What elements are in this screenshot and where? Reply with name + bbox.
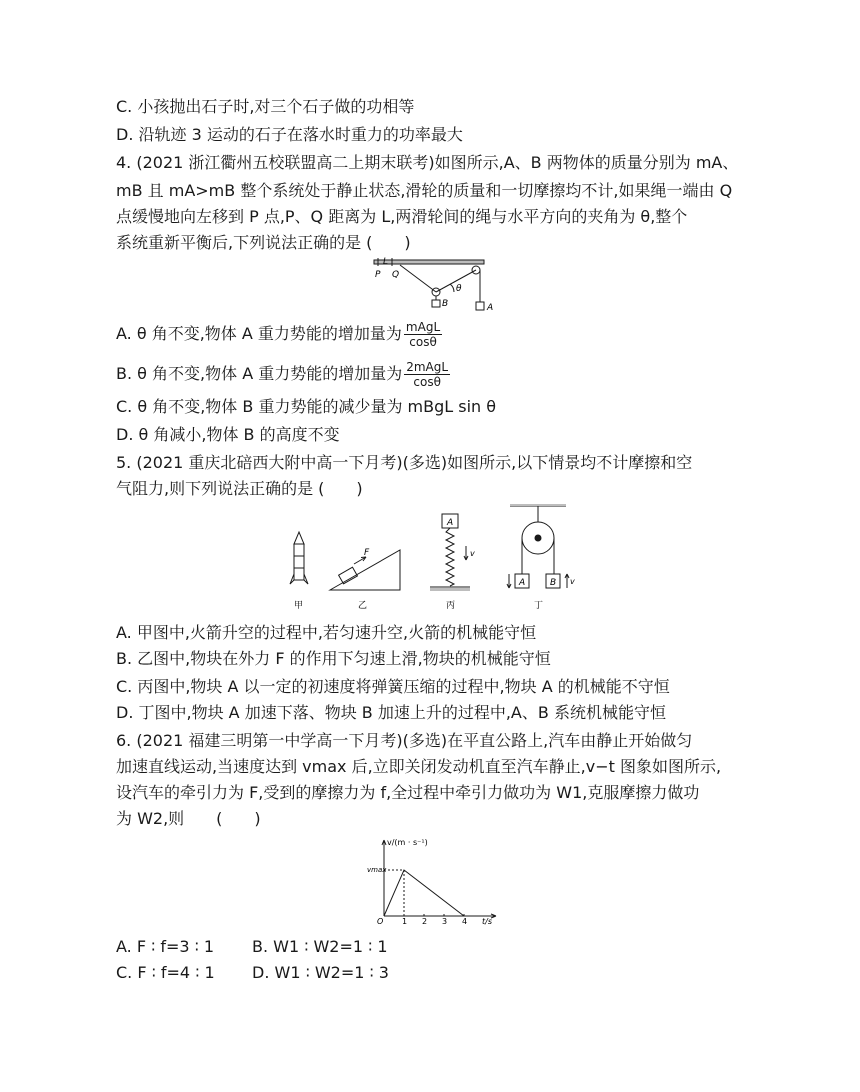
q4-option-b-numerator: 2mAgL (406, 360, 449, 374)
q6-stem-line-2: 加速直线运动,当速度达到 vmax 后,立即关闭发动机直至汽车静止,v−t 图象如图所示, (116, 757, 722, 776)
chart-x-tick-label: 4 (462, 917, 468, 926)
q6-stem-line-3: 设汽车的牵引力为 F,受到的摩擦力为 f,全过程中牵引力做功为 W1,克服摩擦力做功 (116, 783, 700, 802)
q6-option-a: A. F ∶ f=3 ∶ 1 (116, 937, 215, 956)
q4-option-c: C. θ 角不变,物体 B 重力势能的减少量为 mBgL sin θ (116, 397, 497, 416)
chart-x-tick-label: 2 (422, 917, 428, 926)
chart-x-tick-label: 3 (442, 917, 448, 926)
q5-label-A-scene3: A (447, 518, 454, 528)
q4-option-a-denominator: cosθ (409, 335, 437, 349)
q5-caption-bing: 丙 (446, 601, 456, 611)
q4-option-a (116, 320, 442, 349)
chart-origin-label: O (377, 917, 384, 926)
q4-label-B: B (442, 299, 449, 309)
q5-option-a: A. 甲图中,火箭升空的过程中,若匀速升空,火箭的机械能守恒 (116, 623, 537, 642)
q5-label-A-scene4: A (519, 578, 526, 588)
q6-stem-line-4: 为 W2,则 ( ) (116, 809, 261, 828)
q6-option-b: B. W1 ∶ W2=1 ∶ 1 (252, 937, 388, 956)
q5-option-d: D. 丁图中,物块 A 加速下落、物块 B 加速上升的过程中,A、B 系统机械能守恒 (116, 703, 666, 722)
q3-option-c: C. 小孩抛出石子时,对三个石子做的功相等 (116, 97, 415, 116)
q4-option-d: D. θ 角减小,物体 B 的高度不变 (116, 425, 340, 444)
q4-pulley-figure (370, 256, 510, 314)
q6-option-d: D. W1 ∶ W2=1 ∶ 3 (252, 963, 389, 982)
q4-stem-line-2: mB 且 mA>mB 整个系统处于静止状态,滑轮的质量和一切摩擦均不计,如果绳一端由 Q (116, 181, 733, 200)
q4-stem-line-4: 系统重新平衡后,下列说法正确的是 ( ) (116, 233, 411, 252)
chart-y-label: v/(m · s⁻¹) (387, 838, 428, 847)
q5-caption-yi: 乙 (358, 601, 368, 611)
q5-stem-line-2: 气阻力,则下列说法正确的是 ( ) (116, 479, 363, 498)
q4-option-a-fraction (404, 320, 442, 349)
chart-x-tick-label: 1 (402, 917, 408, 926)
q4-option-b-fraction (404, 360, 450, 389)
chart-x-label: t/s (482, 917, 492, 926)
q4-option-b-text: B. θ 角不变,物体 A 重力势能的增加量为 (116, 364, 403, 383)
q4-label-A: A (487, 303, 494, 313)
q4-label-theta: θ (456, 284, 462, 294)
q5-caption-ding: 丁 (534, 601, 544, 611)
q5-label-B-scene4: B (550, 578, 557, 588)
q4-label-Q: Q (392, 270, 400, 280)
q5-label-v-scene4: v (570, 577, 575, 586)
q6-option-c: C. F ∶ f=4 ∶ 1 (116, 963, 215, 982)
chart-series-line (384, 870, 464, 916)
q5-stem-line-1: 5. (2021 重庆北碚西大附中高一下月考)(多选)如图所示,以下情景均不计摩擦和空 (116, 453, 693, 472)
q5-label-F: F (364, 548, 370, 558)
chart-y-tick-vmax: vmax (367, 866, 387, 874)
q4-label-P: P (375, 270, 381, 280)
q4-stem-line-1: 4. (2021 浙江衢州五校联盟高二上期末联考)如图所示,A、B 两物体的质量分别为 mA、 (116, 153, 739, 172)
q4-stem-line-3: 点缓慢地向左移到 P 点,P、Q 距离为 L,两滑轮间的绳与水平方向的夹角为 θ,整个 (116, 207, 688, 226)
q4-option-b-denominator: cosθ (413, 375, 441, 389)
q4-option-a-text: A. θ 角不变,物体 A 重力势能的增加量为 (116, 324, 402, 343)
q5-caption-jia: 甲 (294, 601, 304, 611)
q5-option-c: C. 丙图中,物块 A 以一定的初速度将弹簧压缩的过程中,物块 A 的机械能不守恒 (116, 677, 670, 696)
q4-label-L: L (383, 257, 389, 267)
q5-label-v-scene3: v (470, 549, 475, 558)
q4-option-a-numerator: mAgL (405, 320, 441, 334)
q5-option-b: B. 乙图中,物块在外力 F 的作用下匀速上滑,物块的机械能守恒 (116, 649, 551, 668)
q4-option-b (116, 360, 450, 389)
q3-option-d: D. 沿轨迹 3 运动的石子在落水时重力的功率最大 (116, 125, 463, 144)
q6-stem-line-1: 6. (2021 福建三明第一中学高一下月考)(多选)在平直公路上,汽车由静止开始做匀 (116, 731, 693, 750)
q6-vt-chart (366, 834, 516, 926)
q5-four-scenes-figure (280, 504, 580, 614)
